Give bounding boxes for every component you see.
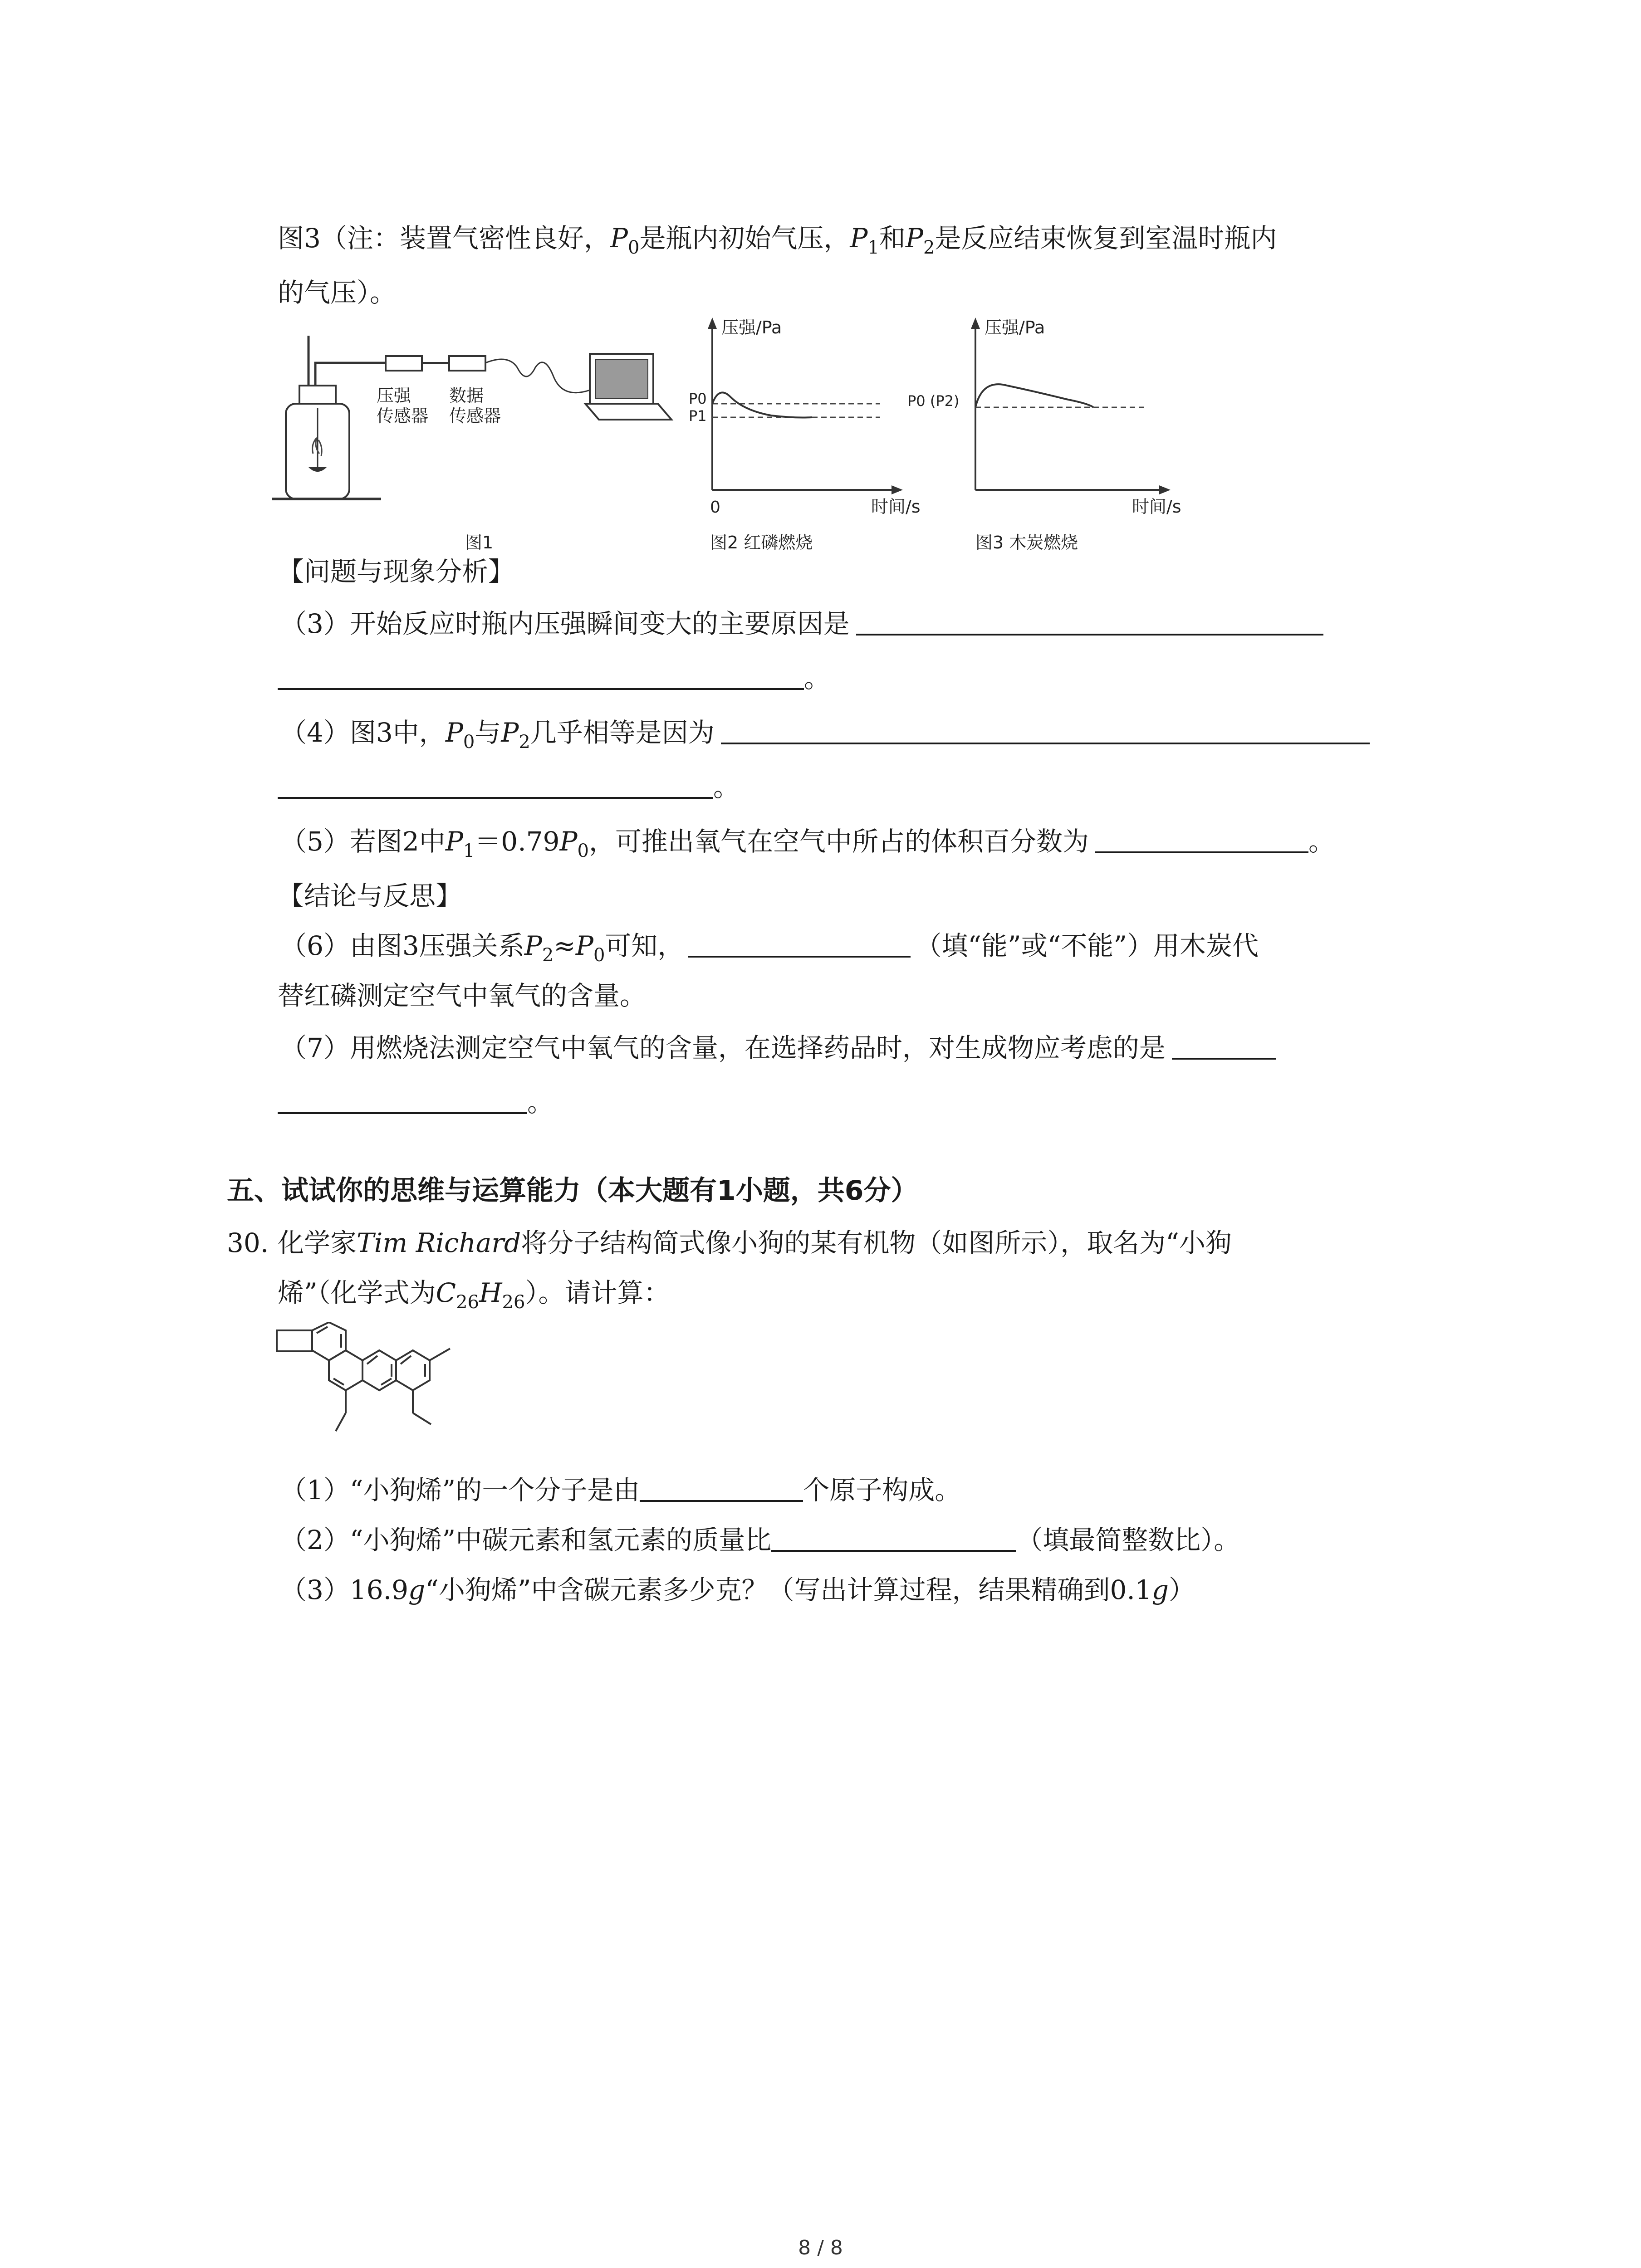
question-text: 与	[475, 717, 501, 748]
figure-1-apparatus	[272, 318, 681, 562]
intro-text: 是瓶内初始气压，	[639, 223, 850, 254]
figure-2-chart	[681, 313, 935, 526]
subscript: 2	[519, 732, 530, 753]
fig3-curve	[975, 384, 1093, 407]
fig2-p0-label: P0	[689, 390, 707, 407]
question-text: ）。请计算：	[525, 1277, 670, 1308]
var-p: P	[850, 223, 868, 254]
question-6-line2: 替红磷测定空气中氧气的含量。	[278, 980, 647, 1011]
answer-blank-7b[interactable]	[278, 1085, 527, 1114]
question-text: “小狗烯”中含碳元素多少克？（写出计算过程，结果精确到0.1	[425, 1574, 1152, 1605]
question-text: （填“能”或“不能”）用木炭代	[915, 930, 1259, 961]
question-30-line2	[278, 1272, 670, 1323]
sensor1-label-line1: 压强	[377, 386, 411, 406]
var-p: P	[610, 223, 628, 254]
section-5-title: 五、试试你的思维与运算能力（本大题有1小题，共6分）	[227, 1175, 918, 1207]
question-30-line1	[278, 1222, 1232, 1263]
question-text: （3）16.9	[280, 1574, 409, 1605]
question-4-line2	[278, 767, 740, 807]
fig2-origin: 0	[710, 498, 720, 517]
sensor1-label-line2: 传感器	[377, 406, 429, 426]
formula-c: C	[436, 1277, 456, 1308]
question-text: 个原子构成。	[803, 1475, 961, 1505]
punct: 。	[804, 663, 831, 694]
punct: 。	[1308, 826, 1335, 857]
figure-1-caption: 图1	[465, 533, 494, 552]
chemist-name: Tim Richard	[357, 1227, 521, 1258]
question-text: ）	[1168, 1574, 1195, 1605]
subscript: 0	[463, 732, 475, 753]
question-text: ≈	[554, 930, 576, 961]
intro-text: 图3（注：装置气密性良好，	[278, 223, 610, 254]
question-7-line2	[278, 1082, 554, 1123]
subscript: 0	[627, 237, 640, 258]
question-7	[280, 1027, 1276, 1068]
question-30-1	[280, 1470, 961, 1510]
answer-blank-30-2[interactable]	[771, 1523, 1016, 1552]
question-text: 化学家	[278, 1227, 357, 1258]
answer-blank-3b[interactable]	[278, 661, 804, 690]
answer-blank-7a[interactable]	[1172, 1031, 1276, 1060]
var-p: P	[445, 826, 463, 857]
var-p: P	[524, 930, 542, 961]
answer-blank-3a[interactable]	[856, 606, 1323, 635]
question-text: （6）由图3压强关系	[280, 930, 524, 961]
answer-blank-4b[interactable]	[278, 770, 713, 799]
question-text: （3）开始反应时瓶内压强瞬间变大的主要原因是	[280, 608, 850, 639]
formula-h: H	[479, 1277, 502, 1308]
question-text: 将分子结构简式像小狗的某有机物（如图所示），取名为“小狗	[521, 1227, 1232, 1258]
subscript: 26	[456, 1292, 479, 1313]
subscript: 0	[593, 945, 605, 966]
subscript: 26	[502, 1292, 525, 1313]
fig2-xlabel: 时间/s	[871, 497, 921, 517]
figure-3-chart	[903, 313, 1193, 526]
question-text: （4）图3中，	[280, 717, 446, 748]
analysis-heading: 【问题与现象分析】	[278, 556, 515, 587]
question-text: ，可推出氧气在空气中所占的体积百分数为	[588, 826, 1089, 857]
intro-text: 是反应结束恢复到室温时瓶内	[935, 223, 1277, 254]
question-text: 烯”（化学式为	[278, 1277, 436, 1308]
subscript: 2	[923, 237, 935, 258]
figure-3-caption: 图3 木炭燃烧	[975, 533, 1078, 552]
sensor2-label-line1: 数据	[449, 386, 484, 406]
question-30-3	[280, 1569, 1195, 1610]
var-p: P	[445, 717, 463, 748]
subscript: 1	[867, 237, 879, 258]
question-3-line2	[278, 658, 830, 699]
question-text: （7）用燃烧法测定空气中氧气的含量，在选择药品时，对生成物应考虑的是	[280, 1032, 1166, 1063]
question-6	[280, 925, 1259, 976]
subscript: 0	[577, 841, 589, 861]
puppy-molecule-structure	[272, 1322, 463, 1449]
subscript: 2	[542, 945, 554, 966]
question-text: 几乎相等是因为	[530, 717, 715, 748]
figure-2-caption: 图2 红磷燃烧	[710, 533, 813, 552]
var-p: P	[501, 717, 519, 748]
punct: 。	[713, 772, 740, 802]
question-4	[280, 712, 1370, 763]
var-p: P	[905, 223, 923, 254]
fig3-xlabel: 时间/s	[1132, 497, 1181, 517]
fig2-ylabel: 压强/Pa	[721, 318, 782, 337]
fig2-curve	[712, 392, 812, 417]
subscript: 1	[463, 841, 475, 861]
intro-text: 和	[879, 223, 906, 254]
question-text: 可知，	[605, 930, 684, 961]
intro-line-1	[278, 218, 1277, 268]
question-30-number: 30.	[227, 1227, 269, 1258]
question-text: （填最简整数比）。	[1016, 1525, 1240, 1555]
question-5	[280, 821, 1335, 871]
answer-blank-4a[interactable]	[721, 715, 1370, 744]
page-number: 8 / 8	[798, 2236, 843, 2259]
answer-blank-5[interactable]	[1095, 824, 1308, 853]
var-p: P	[575, 930, 593, 961]
question-3	[280, 603, 1323, 644]
question-text: （1）“小狗烯”的一个分子是由	[280, 1475, 640, 1505]
intro-line-2: 的气压）。	[278, 277, 397, 308]
fig2-p1-label: P1	[689, 407, 707, 425]
unit-g: g	[1151, 1574, 1169, 1605]
fig3-p0p2-label: P0 (P2)	[907, 392, 960, 410]
question-30-2	[280, 1520, 1240, 1560]
question-text: ＝0.79	[475, 826, 560, 857]
unit-g: g	[408, 1574, 426, 1605]
conclusion-heading: 【结论与反思】	[278, 880, 462, 911]
var-p: P	[559, 826, 578, 857]
question-text: （5）若图2中	[280, 826, 446, 857]
punct: 。	[527, 1087, 554, 1118]
sensor2-label-line2: 传感器	[449, 406, 501, 426]
answer-blank-30-1[interactable]	[640, 1473, 803, 1502]
fig3-ylabel: 压强/Pa	[985, 318, 1045, 337]
answer-blank-6[interactable]	[688, 929, 911, 958]
question-text: （2）“小狗烯”中碳元素和氢元素的质量比	[280, 1525, 772, 1555]
